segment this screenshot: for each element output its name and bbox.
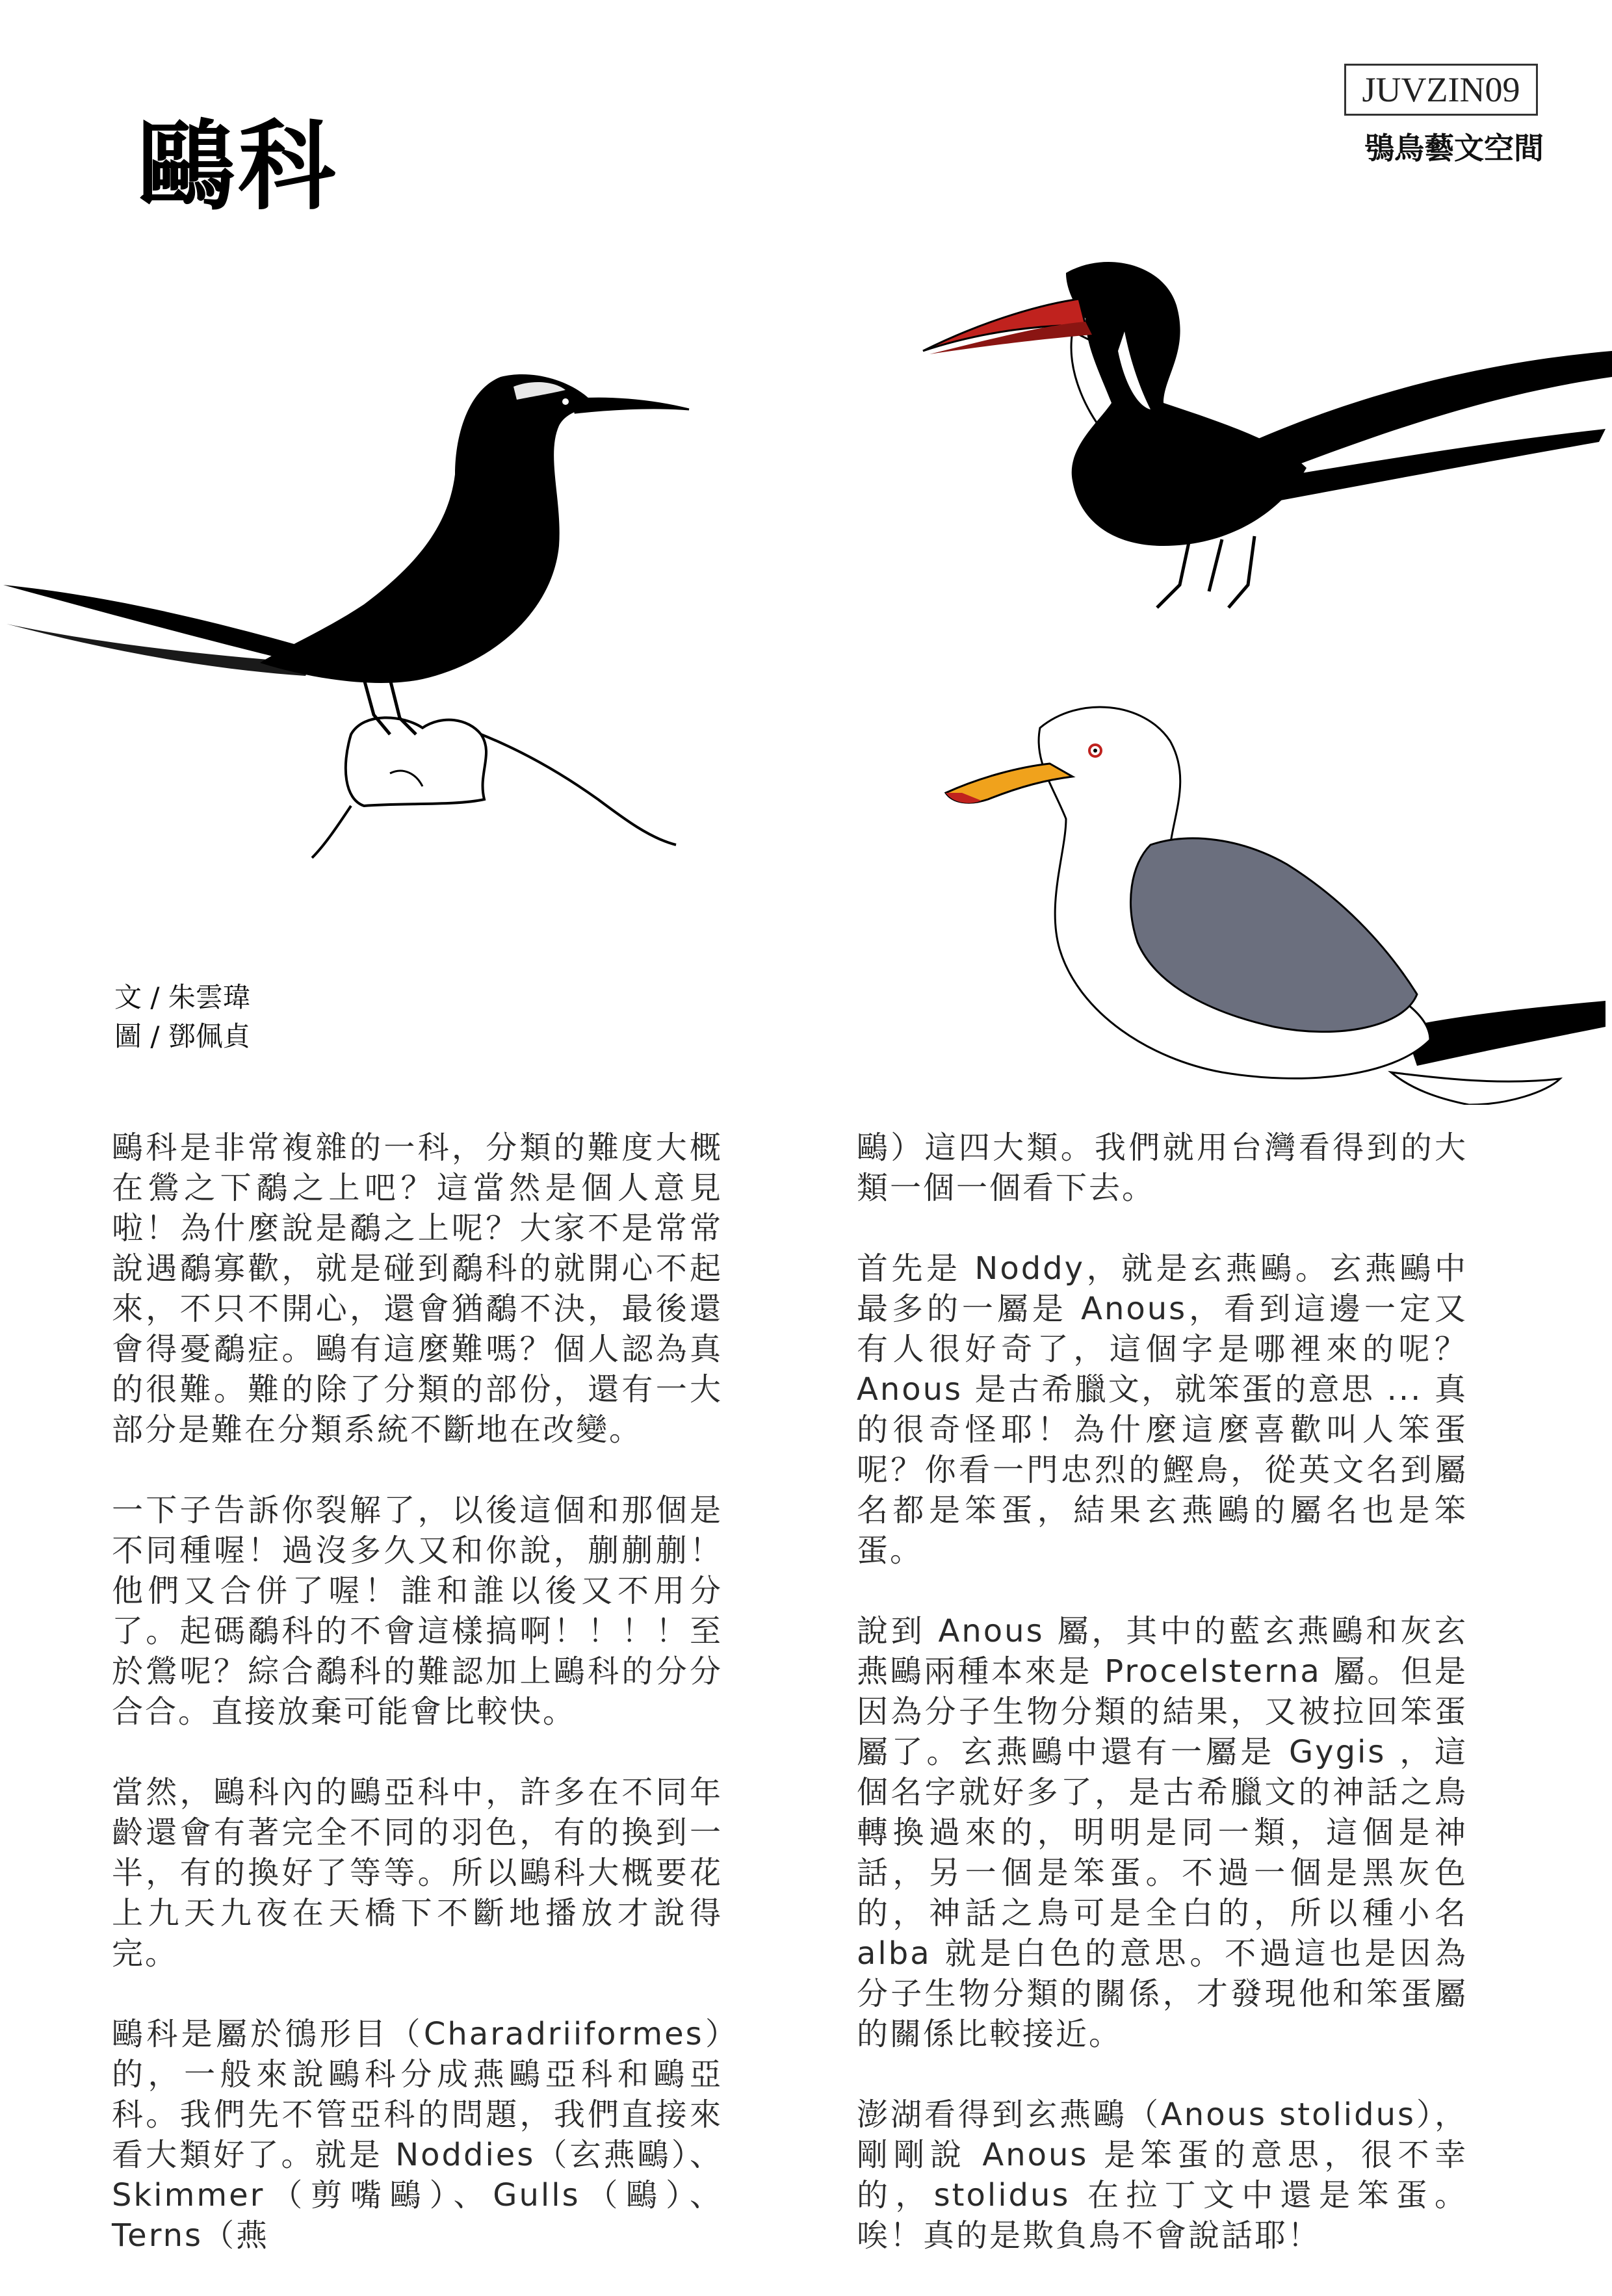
paragraph: 一下子告訴你裂解了，以後這個和那個是不同種喔！過沒多久又和你說，蒯蒯蒯！他們又合併了喔！誰和誰以後又不用分了。起碼鷸科的不會這樣搞啊！！！！至於鶯呢？綜合鷸科的難認加上鷗科的分分合合。直接放棄可能會比較快。 xyxy=(112,1492,723,1730)
paragraph: 澎湖看得到玄燕鷗（Anous stolidus），剛剛說 Anous 是笨蛋的意思，很不幸的，stolidus 在拉丁文中還是笨蛋。唉！真的是欺負鳥不會說話耶！ xyxy=(857,2096,1468,2254)
writer-credit: 文 / 朱雲瑋 xyxy=(114,981,250,1013)
paragraph: 說到 Anous 屬，其中的藍玄燕鷗和灰玄燕鷗兩種本來是 Procelsterna 屬。但是因為分子生物分類的結果，又被拉回笨蛋屬了。玄燕鷗中還有一屬是 Gygis ，這個名字就好多了，是古希臘文的神話之鳥轉換過來的，明明是同一類，這個是神話，另一個是笨蛋。不過一個是黑灰色的，神話之鳥可是全白的，所以種小名 alba 就是白色的意思。不過這也是因為分子生物分類的關係，才發現他和笨蛋屬的關係比較接近。 xyxy=(857,1613,1468,2052)
paragraph: 鷗科是非常複雜的一科，分類的難度大概在鶯之下鷸之上吧？這當然是個人意見啦！為什麼說是鷸之上呢？大家不是常常說遇鷸寡歡，就是碰到鷸科的就開心不起來，不只不開心，還會猶鷸不決，最後還會得憂鷸症。鷗有這麼難嗎？個人認為真的很難。難的除了分類的部份，還有一大部分是難在分類系統不斷地在改變。 xyxy=(112,1129,723,1448)
article-column-right xyxy=(857,1128,1468,2296)
gull-illustration xyxy=(936,689,1612,1105)
article-column-left xyxy=(112,1128,723,2296)
paragraph: 首先是 Noddy，就是玄燕鷗。玄燕鷗中最多的一屬是 Anous，看到這邊一定又有人很好奇了，這個字是哪裡來的呢？Anous 是古希臘文，就笨蛋的意思 ... 真的很奇怪耶！為什麼這麼喜歡叫人笨蛋呢？你看一門忠烈的鰹鳥，從英文名到屬名都是笨蛋，結果玄燕鷗的屬名也是笨蛋。 xyxy=(857,1250,1468,1569)
paragraph: 鷗科是屬於鴴形目（Charadriiformes）的，一般來說鷗科分成燕鷗亞科和鷗亞科。我們先不管亞科的問題，我們直接來看大類好了。就是 Noddies（玄燕鷗）、Skimmer（剪嘴鷗）、Gulls（鷗）、Terns（燕 xyxy=(112,2016,723,2254)
paragraph: 當然，鷗科內的鷗亞科中，許多在不同年齡還會有著完全不同的羽色，有的換到一半，有的換好了等等。所以鷗科大概要花上九天九夜在天橋下不斷地播放才說得完。 xyxy=(112,1774,723,1972)
black-noddy-illustration xyxy=(0,351,702,864)
publisher-name: 鴞鳥藝文空間 xyxy=(1364,131,1544,166)
page-title: 鷗科 xyxy=(138,110,339,224)
black-skimmer-illustration xyxy=(916,253,1612,630)
paragraph: 鷗）這四大類。我們就用台灣看得到的大類一個一個看下去。 xyxy=(857,1129,1468,1206)
issue-code-badge: JUVZIN09 xyxy=(1344,64,1538,116)
credits xyxy=(114,978,250,1056)
illustrator-credit: 圖 / 鄧佩貞 xyxy=(114,1020,250,1052)
